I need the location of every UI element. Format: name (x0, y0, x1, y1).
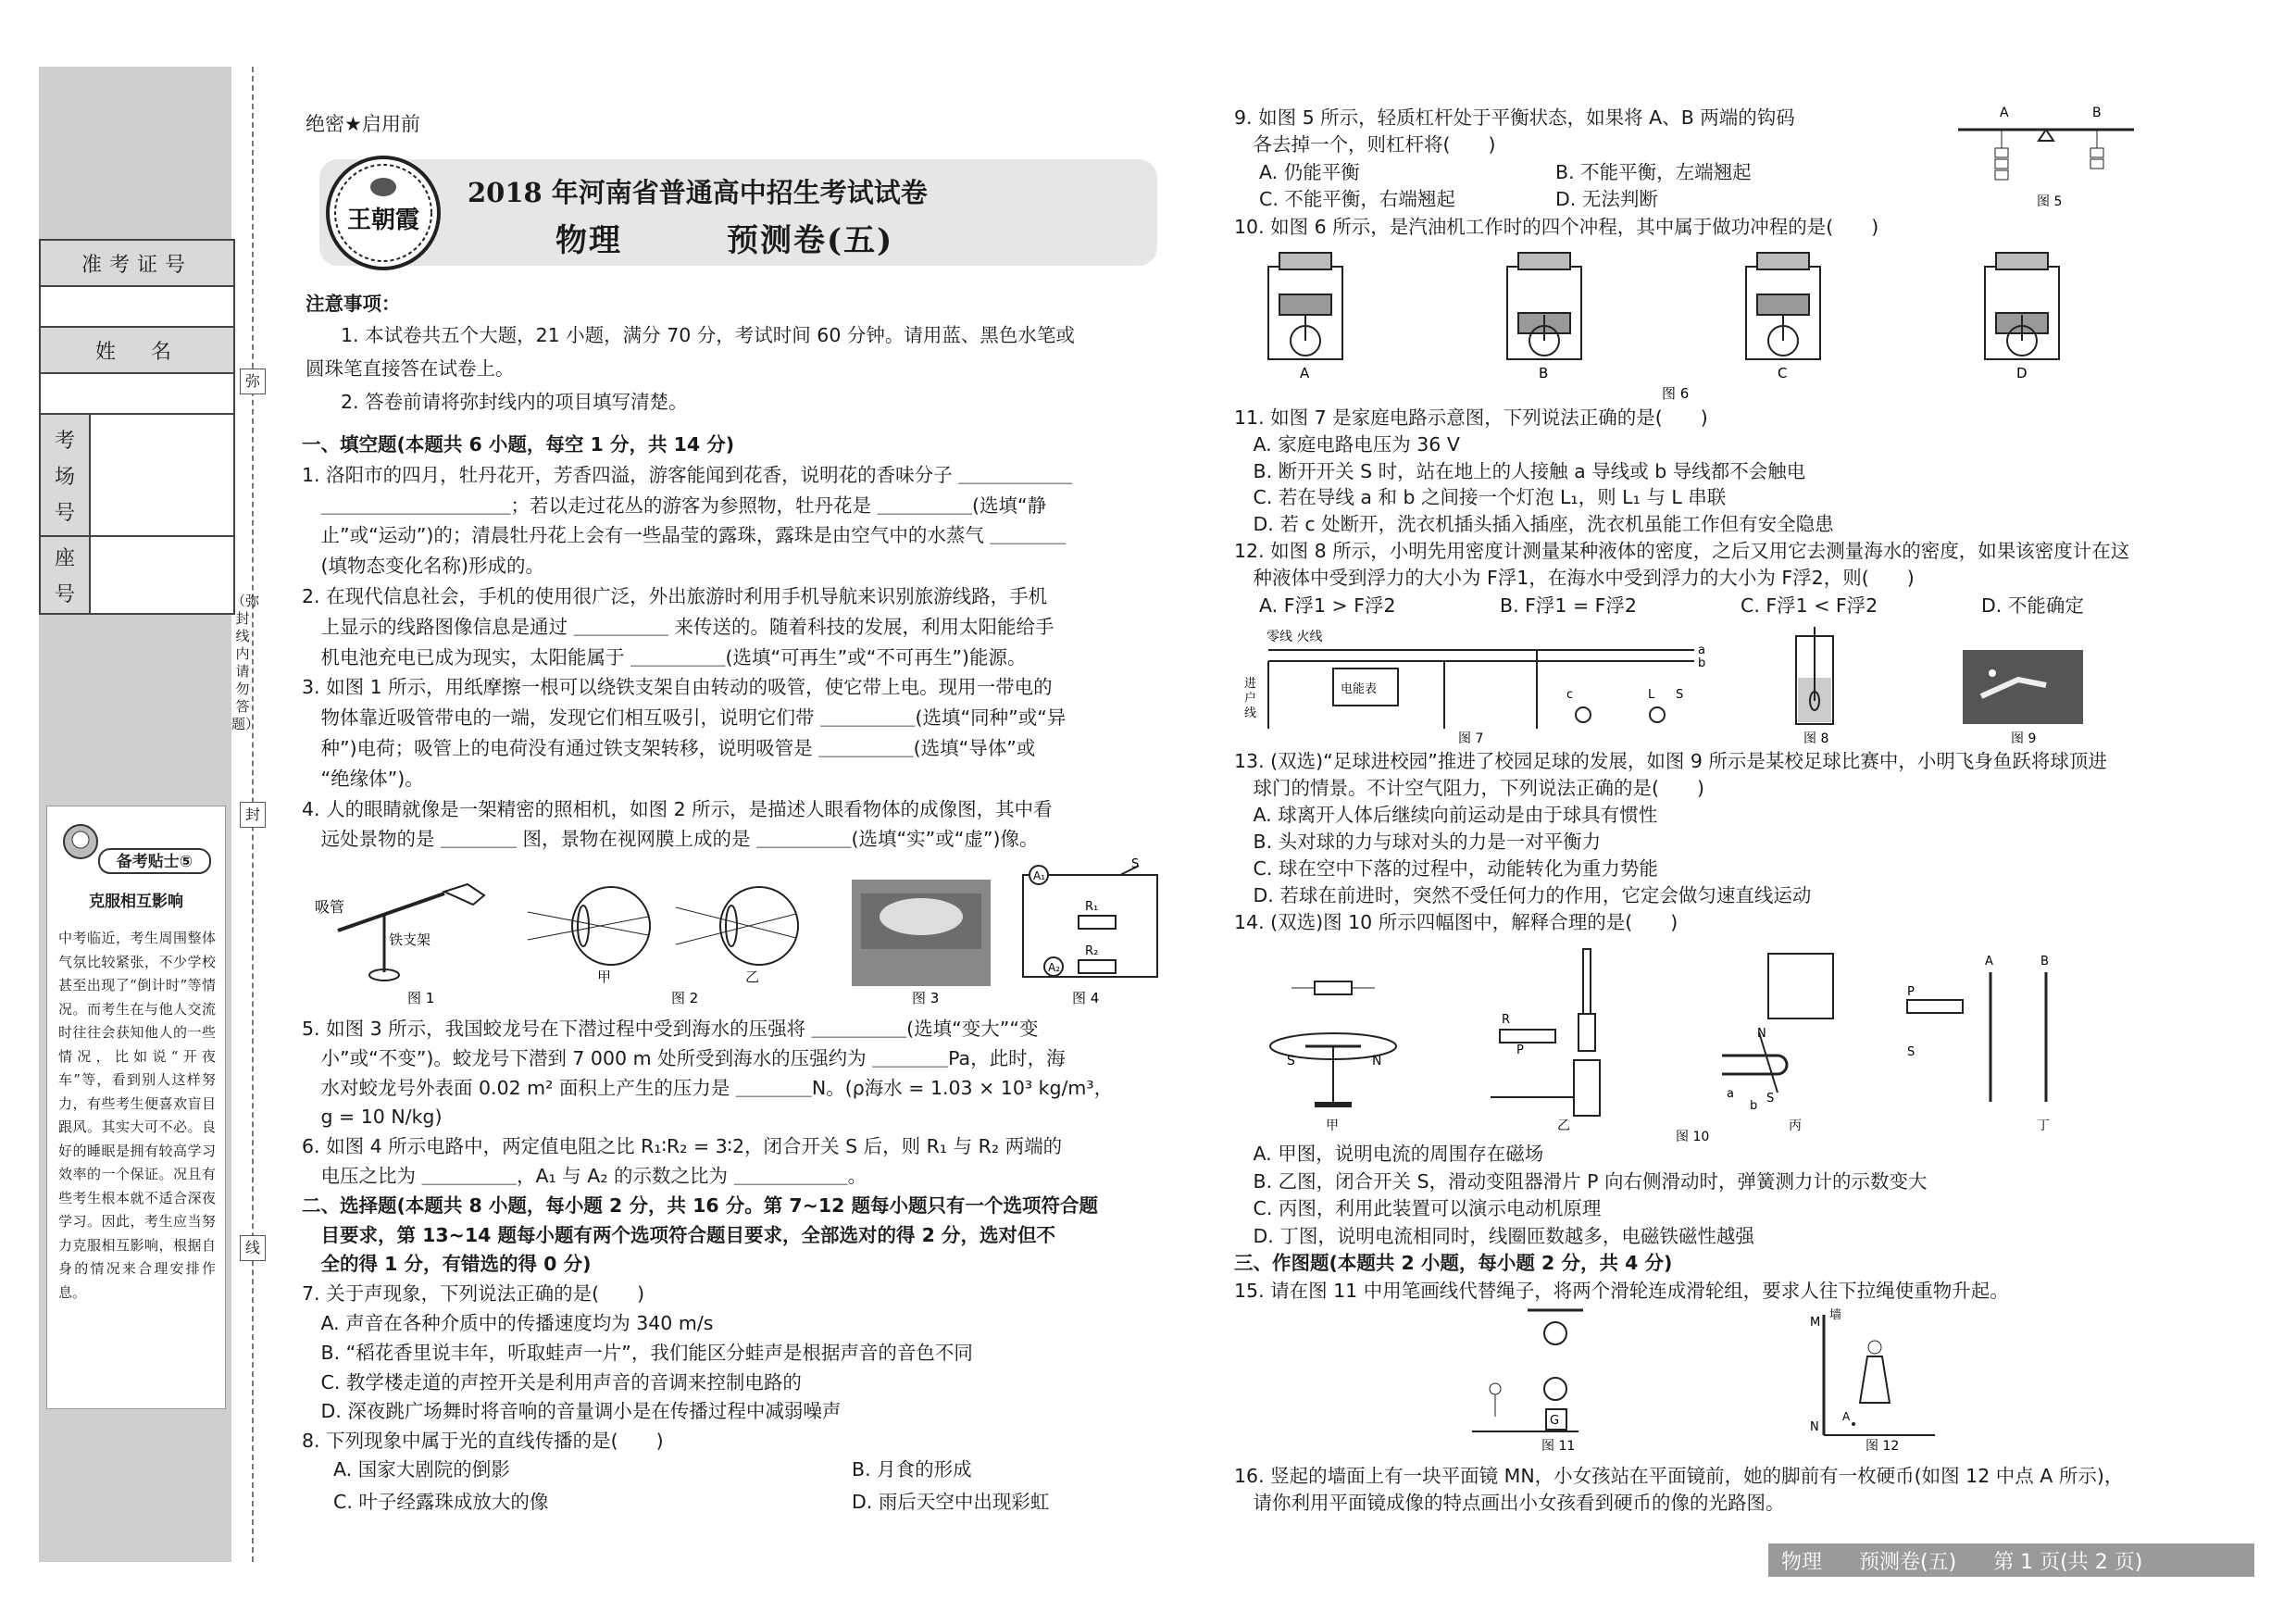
svg-text:丙: 丙 (1789, 1118, 1802, 1133)
exam-room-row (41, 415, 233, 537)
svg-text:R₂: R₂ (1085, 944, 1099, 958)
exam-tip-card (46, 806, 226, 1409)
svg-text:M: M (1810, 1316, 1821, 1330)
svg-text:电能表: 电能表 (1341, 682, 1378, 696)
subject-title: 物理 (555, 222, 622, 259)
seat-label: 座 号 (41, 537, 91, 613)
svg-text:图 11: 图 11 (1541, 1439, 1576, 1454)
notice-line: 圆珠笔直接答在试卷上。 (306, 357, 515, 380)
svg-text:丁: 丁 (2037, 1118, 2050, 1133)
figure-10-bing (1722, 954, 1833, 1133)
figure-7-household-circuit (1244, 629, 1705, 746)
q9-line: 各去掉一个，则杠杆将( ) (1234, 133, 1496, 156)
text-line: 远处景物的是 ＿＿＿＿ 图，景物在视网膜上成的是 ＿＿＿＿＿(选填“实”或“虚”)像。 (302, 828, 1039, 851)
figure-12-mirror (1810, 1307, 1935, 1454)
seal-char-3: 线 (240, 1235, 266, 1261)
svg-text:S: S (1766, 1092, 1775, 1106)
figure-9-football-photo (1963, 650, 2083, 746)
svg-text:A: A (1300, 365, 1310, 381)
text-line: 11. 如图 7 是家庭电路示意图，下列说法正确的是( ) (1234, 406, 1708, 429)
confidential-mark: 绝密★启用前 (306, 113, 420, 135)
q16-line: 16. 竖起的墙面上有一块平面镜 MN，小女孩站在平面镜前，她的脚前有一枚硬币(如图 12 中点 A 所示)， (1234, 1465, 2124, 1487)
text-line: 8. 下列现象中属于光的直线传播的是( ) (302, 1430, 664, 1453)
figure-2-eye (528, 887, 798, 1006)
svg-text:A₂: A₂ (1048, 961, 1061, 974)
text-line: (填物态变化名称)形成的。 (302, 555, 544, 578)
q9-option-d: D. 无法判断 (1555, 188, 1658, 210)
figure-1-straw (315, 884, 484, 1006)
svg-text:A: A (2000, 106, 2009, 120)
seat-field[interactable] (91, 537, 233, 613)
svg-text:N: N (1372, 1054, 1382, 1068)
text-line: 12. 如图 8 所示，小明先用密度计测量某种液体的密度，之后又用它去测量海水的密度，如果该密度计在这 (1234, 540, 2130, 562)
svg-text:P: P (1907, 985, 1915, 999)
page-footer (1768, 1543, 2254, 1577)
exam-title: 2018 年河南省普通高中招生考试试卷 (468, 177, 928, 208)
figure-5-lever (1953, 104, 2139, 215)
tip-banner (58, 814, 214, 879)
svg-text:铁支架: 铁支架 (389, 931, 431, 948)
q12-option-a: A. F浮1 > F浮2 (1259, 594, 1396, 617)
text-line: A. 球离开人体后继续向前运动是由于球具有惯性 (1234, 804, 1658, 826)
text-line: C. 若在导线 a 和 b 之间接一个灯泡 L₁，则 L₁ 与 L 串联 (1234, 486, 1727, 509)
seal-note: （弥封线内请勿答题） (231, 593, 260, 732)
paper-title: 预测卷(五) (727, 222, 894, 259)
text-line: 5. 如图 3 所示，我国蛟龙号在下潜过程中受到海水的压强将 ＿＿＿＿＿(选填“变大”“变 (302, 1018, 1039, 1040)
text-line: B. 断开开关 S 时，站在地上的人接触 a 导线或 b 导线都不会触电 (1234, 459, 1806, 482)
svg-text:L: L (1648, 688, 1655, 702)
text-line: B. 头对球的力与球对头的力是一对平衡力 (1234, 831, 1602, 853)
text-line: B. “稻花香里说丰年，听取蛙声一片”，我们能区分蛙声是根据声音的音色不同 (302, 1341, 973, 1364)
q10-stem: 10. 如图 6 所示，是汽油机工作时的四个冲程，其中属于做功冲程的是( ) (1234, 216, 1879, 238)
text-line: A. 甲图，说明电流的周围存在磁场 (1234, 1143, 1544, 1165)
text-line: ＿＿＿＿＿＿＿＿＿＿；若以走过花丛的游客为参照物，牡丹花是 ＿＿＿＿＿(选填“静 (302, 494, 1047, 517)
text-line: 球门的情景。不计空气阻力，下列说法正确的是( ) (1234, 777, 1704, 799)
q8-option-b: B. 月食的形成 (852, 1458, 972, 1481)
engine-stroke-b (1507, 253, 1581, 381)
q8-option-d: D. 雨后天空中出现彩虹 (852, 1491, 1050, 1513)
text-line: D. 深夜跳广场舞时将音响的音量调小是在传播过程中减弱噪声 (302, 1400, 842, 1423)
text-line: B. 乙图，闭合开关 S，滑动变阻器滑片 P 向右侧滑动时，弹簧测力计的示数变大 (1234, 1169, 1928, 1193)
text-line: C. 球在空中下落的过程中，动能转化为重力势能 (1234, 857, 1658, 880)
text-line: 三、作图题(本题共 2 小题，每小题 2 分，共 4 分) (1234, 1252, 1673, 1274)
q8-option-a: A. 国家大剧院的倒影 (333, 1458, 510, 1481)
text-line: D. 若球在前进时，突然不受任何力的作用，它定会做匀速直线运动 (1234, 884, 1812, 906)
text-line: 电压之比为 ＿＿＿＿＿，A₁ 与 A₂ 的示数之比为 ＿＿＿＿＿＿。 (302, 1165, 867, 1187)
q12-option-b: B. F浮1 = F浮2 (1500, 594, 1637, 617)
exam-room-label: 考 场 号 (41, 415, 91, 535)
svg-text:b: b (1750, 1099, 1758, 1113)
text-line: 止”或“运动”)的；清晨牡丹花上会有一些晶莹的露珠，露珠是由空气中的水蒸气 ＿＿＿＿ (302, 524, 1067, 547)
svg-text:图 1: 图 1 (407, 990, 435, 1006)
figures-7-9 (1241, 622, 2166, 752)
text-line: 7. 关于声现象，下列说法正确的是( ) (302, 1282, 645, 1306)
figure-4-circuit (1023, 857, 1157, 1006)
svg-text:N: N (1810, 1420, 1819, 1434)
svg-text:图 4: 图 4 (1072, 990, 1100, 1006)
svg-text:B: B (1539, 365, 1549, 381)
svg-text:b: b (1698, 656, 1706, 670)
svg-text:户: 户 (1244, 692, 1257, 706)
svg-text:D: D (2016, 365, 2028, 381)
svg-text:图 12: 图 12 (1866, 1439, 1900, 1454)
svg-text:A: A (1985, 955, 1993, 968)
text-line: g = 10 N/kg) (302, 1106, 443, 1129)
name-label: 姓 名 (41, 328, 233, 374)
text-line: 3. 如图 1 所示，用纸摩擦一根可以绕铁支架自由转动的吸管，使它带上电。现用一带电的 (302, 676, 1053, 699)
figure-11-pulley (1472, 1310, 1583, 1454)
text-line: D. 丁图，说明电流相同时，线圈匝数越多，电磁铁磁性越强 (1234, 1224, 1754, 1247)
figure-8-hydrometer (1796, 627, 1833, 746)
svg-text:S: S (1676, 688, 1684, 702)
svg-text:A: A (1842, 1410, 1851, 1423)
svg-text:S: S (1287, 1054, 1295, 1068)
notice-heading: 注意事项： (306, 293, 401, 315)
svg-text:R₁: R₁ (1085, 900, 1099, 914)
q9-option-c: C. 不能平衡，右端翘起 (1259, 188, 1455, 210)
publisher-logo (324, 154, 443, 272)
text-line: 一、填空题(本题共 6 小题，每空 1 分，共 14 分) (302, 433, 735, 456)
svg-text:图 2: 图 2 (671, 990, 699, 1006)
q8-option-c: C. 叶子经露珠成放大的像 (333, 1491, 549, 1513)
seal-char-2: 封 (240, 802, 266, 828)
text-line: 上显示的线路图像信息是通过 ＿＿＿＿＿ 来传送的。随着科技的发展，利用太阳能给手 (302, 615, 1054, 638)
svg-text:图 8: 图 8 (1803, 731, 1829, 746)
text-line: 14. (双选)图 10 所示四幅图中，解释合理的是( ) (1234, 911, 1678, 933)
text-line: D. 若 c 处断开，洗衣机插头插入插座，洗衣机虽能工作但有安全隐患 (1234, 513, 1834, 536)
text-line: 二、选择题(本题共 8 小题，每小题 2 分，共 16 分。第 7~12 题每小题只有一个选项符合题 (302, 1193, 1098, 1217)
svg-text:a: a (1727, 1087, 1734, 1101)
figure-10-jia (1270, 981, 1396, 1133)
figure-10-ding (1907, 955, 2050, 1133)
footer-page: 第 1 页(共 2 页) (1993, 1550, 2143, 1574)
svg-text:甲: 甲 (1326, 1118, 1339, 1133)
text-line: C. 丙图，利用此装置可以演示电动机原理 (1234, 1197, 1602, 1219)
text-line: A. 家庭电路电压为 36 V (1234, 432, 1460, 456)
svg-text:C: C (1778, 365, 1788, 381)
notice-line: 2. 答卷前请将弥封线内的项目填写清楚。 (341, 391, 688, 413)
svg-text:A₁: A₁ (1033, 869, 1046, 882)
q12-option-c: C. F浮1 < F浮2 (1741, 594, 1878, 617)
svg-text:进: 进 (1244, 677, 1257, 691)
text-line: A. 声音在各种介质中的传播速度均为 340 m/s (302, 1312, 714, 1334)
svg-text:墙: 墙 (1829, 1308, 1842, 1322)
figure-6-engine-strokes (1241, 248, 2166, 406)
figure-3-submersible (852, 880, 991, 1006)
figures-11-12 (1454, 1306, 1953, 1454)
q9-option-a: A. 仍能平衡 (1259, 161, 1360, 183)
q16-line: 请你利用平面镜成像的特点画出小女孩看到硬币的像的光路图。 (1234, 1492, 1785, 1514)
tip-body: 中考临近，考生周围整体气氛比较紧张，不少学校甚至出现了“倒计时”等情况。而考生在与他人交流时往往会获知他人的一些情况，比如说“开夜车”等，看到别人这样努力，有些考生便喜欢盲目跟风。其实大可不必。良好的睡眠是拥有较高学习效率的一个保证。况且有些考生根本就不适合深夜学习。因此，考生应当努力克服相互影响，根据自身的情况来合理安排作息。 (58, 930, 216, 1301)
svg-text:零线 火线: 零线 火线 (1267, 630, 1323, 644)
engine-stroke-a (1268, 253, 1342, 381)
candidate-info-box (39, 239, 235, 615)
svg-text:G: G (1550, 1414, 1560, 1428)
text-line: 机电池充电已成为现实，太阳能属于 ＿＿＿＿＿(选填“可再生”或“不可再生”)能源。 (302, 645, 1027, 669)
notice-line: 1. 本试卷共五个大题，21 小题，满分 70 分，考试时间 60 分钟。请用蓝、黑色水笔或 (341, 324, 1075, 346)
figures-1-4 (306, 856, 1185, 1018)
seal-char-1: 弥 (240, 369, 266, 394)
engine-stroke-c (1746, 253, 1820, 381)
exam-room-field[interactable] (91, 415, 233, 535)
q12-option-d: D. 不能确定 (1981, 594, 2084, 617)
svg-text:S: S (1131, 857, 1140, 871)
footer-subject: 物理 (1781, 1550, 1823, 1574)
text-line: 6. 如图 4 所示电路中，两定值电阻之比 R₁∶R₂ = 3∶2，闭合开关 S 后，则 R₁ 与 R₂ 两端的 (302, 1135, 1063, 1158)
text-line: 4. 人的眼睛就像是一架精密的照相机，如图 2 所示，是描述人眼看物体的成像图，其中看 (302, 797, 1053, 820)
svg-text:图 10: 图 10 (1676, 1130, 1710, 1143)
name-field[interactable] (41, 374, 233, 415)
figure-10-yi (1491, 949, 1600, 1133)
text-line: C. 教学楼走道的声控开关是利用声音的音调来控制电路的 (302, 1370, 802, 1393)
svg-text:甲: 甲 (597, 968, 612, 985)
text-line: 1. 洛阳市的四月，牡丹花开，芳香四溢，游客能闻到花香，说明花的香味分子 ＿＿＿＿＿＿ (302, 463, 1073, 486)
tip-banner-text: 备考贴士⑤ (116, 853, 193, 871)
text-line: 全的得 1 分，有错选的得 0 分) (302, 1253, 592, 1276)
svg-text:N: N (1757, 1027, 1766, 1041)
figure-10 (1259, 944, 2166, 1143)
q9-line: 9. 如图 5 所示，轻质杠杆处于平衡状态，如果将 A、B 两端的钩码 (1234, 106, 1795, 129)
q9-option-b: B. 不能平衡，左端翘起 (1555, 161, 1752, 183)
svg-text:线: 线 (1244, 706, 1257, 720)
svg-text:乙: 乙 (745, 968, 760, 985)
svg-text:P: P (1516, 1043, 1524, 1057)
text-line: 13. (双选)“足球进校园”推进了校园足球的发展，如图 9 所示是某校足球比赛中，小明飞身鱼跃将球顶进 (1234, 750, 2107, 772)
svg-text:B: B (2040, 955, 2049, 968)
svg-text:图 7: 图 7 (1458, 731, 1484, 746)
svg-text:图 3: 图 3 (912, 990, 940, 1006)
svg-text:图 9: 图 9 (2011, 731, 2037, 746)
footer-paper: 预测卷(五) (1859, 1550, 1957, 1574)
text-line: 2. 在现代信息社会，手机的使用很广泛，外出旅游时利用手机导航来识别旅游线路，手机 (302, 585, 1048, 607)
text-line: 15. 请在图 11 中用笔画线代替绳子，将两个滑轮连成滑轮组，要求人往下拉绳使重物升起。 (1234, 1279, 2009, 1302)
svg-text:B: B (2092, 106, 2102, 120)
text-line: 种”)电荷；吸管上的电荷没有通过铁支架转移，说明吸管是 ＿＿＿＿＿(选填“导体”或 (302, 737, 1036, 759)
exam-number-field[interactable] (41, 287, 233, 328)
text-line: 种液体中受到浮力的大小为 F浮1，在海水中受到浮力的大小为 F浮2，则( ) (1234, 566, 1915, 589)
svg-text:a: a (1698, 644, 1705, 657)
logo-text: 王朝霞 (346, 206, 420, 234)
svg-text:S: S (1907, 1045, 1915, 1059)
svg-text:吸管: 吸管 (315, 898, 345, 916)
text-line: 水对蛟龙号外表面 0.02 m² 面积上产生的压力是 ＿＿＿＿N。(ρ海水 = 1.03 × 10³ kg/m³， (302, 1076, 1114, 1099)
seat-row (41, 537, 233, 613)
text-line: 物体靠近吸管带电的一端，发现它们相互吸引，说明它们带 ＿＿＿＿＿(选填“同种”或“异 (302, 706, 1067, 730)
engine-stroke-d (1985, 253, 2059, 381)
text-line: 小”或“不变”)。蛟龙号下潜到 7 000 m 处所受到海水的压强约为 ＿＿＿＿Pa，此时，海 (302, 1046, 1066, 1069)
svg-text:R: R (1502, 1013, 1511, 1027)
svg-text:c: c (1566, 688, 1574, 702)
text-line: 目要求，第 13~14 题每小题有两个选项符合题目要求，全部选对的得 2 分，选对但不 (302, 1223, 1056, 1246)
svg-text:图 5: 图 5 (2037, 194, 2063, 209)
tip-title: 克服相互影响 (89, 893, 183, 911)
exam-number-label: 准考证号 (41, 241, 233, 287)
svg-text:乙: 乙 (1557, 1118, 1570, 1133)
text-line: “绝缘体”)。 (302, 767, 424, 790)
svg-text:图 6: 图 6 (1662, 385, 1690, 402)
